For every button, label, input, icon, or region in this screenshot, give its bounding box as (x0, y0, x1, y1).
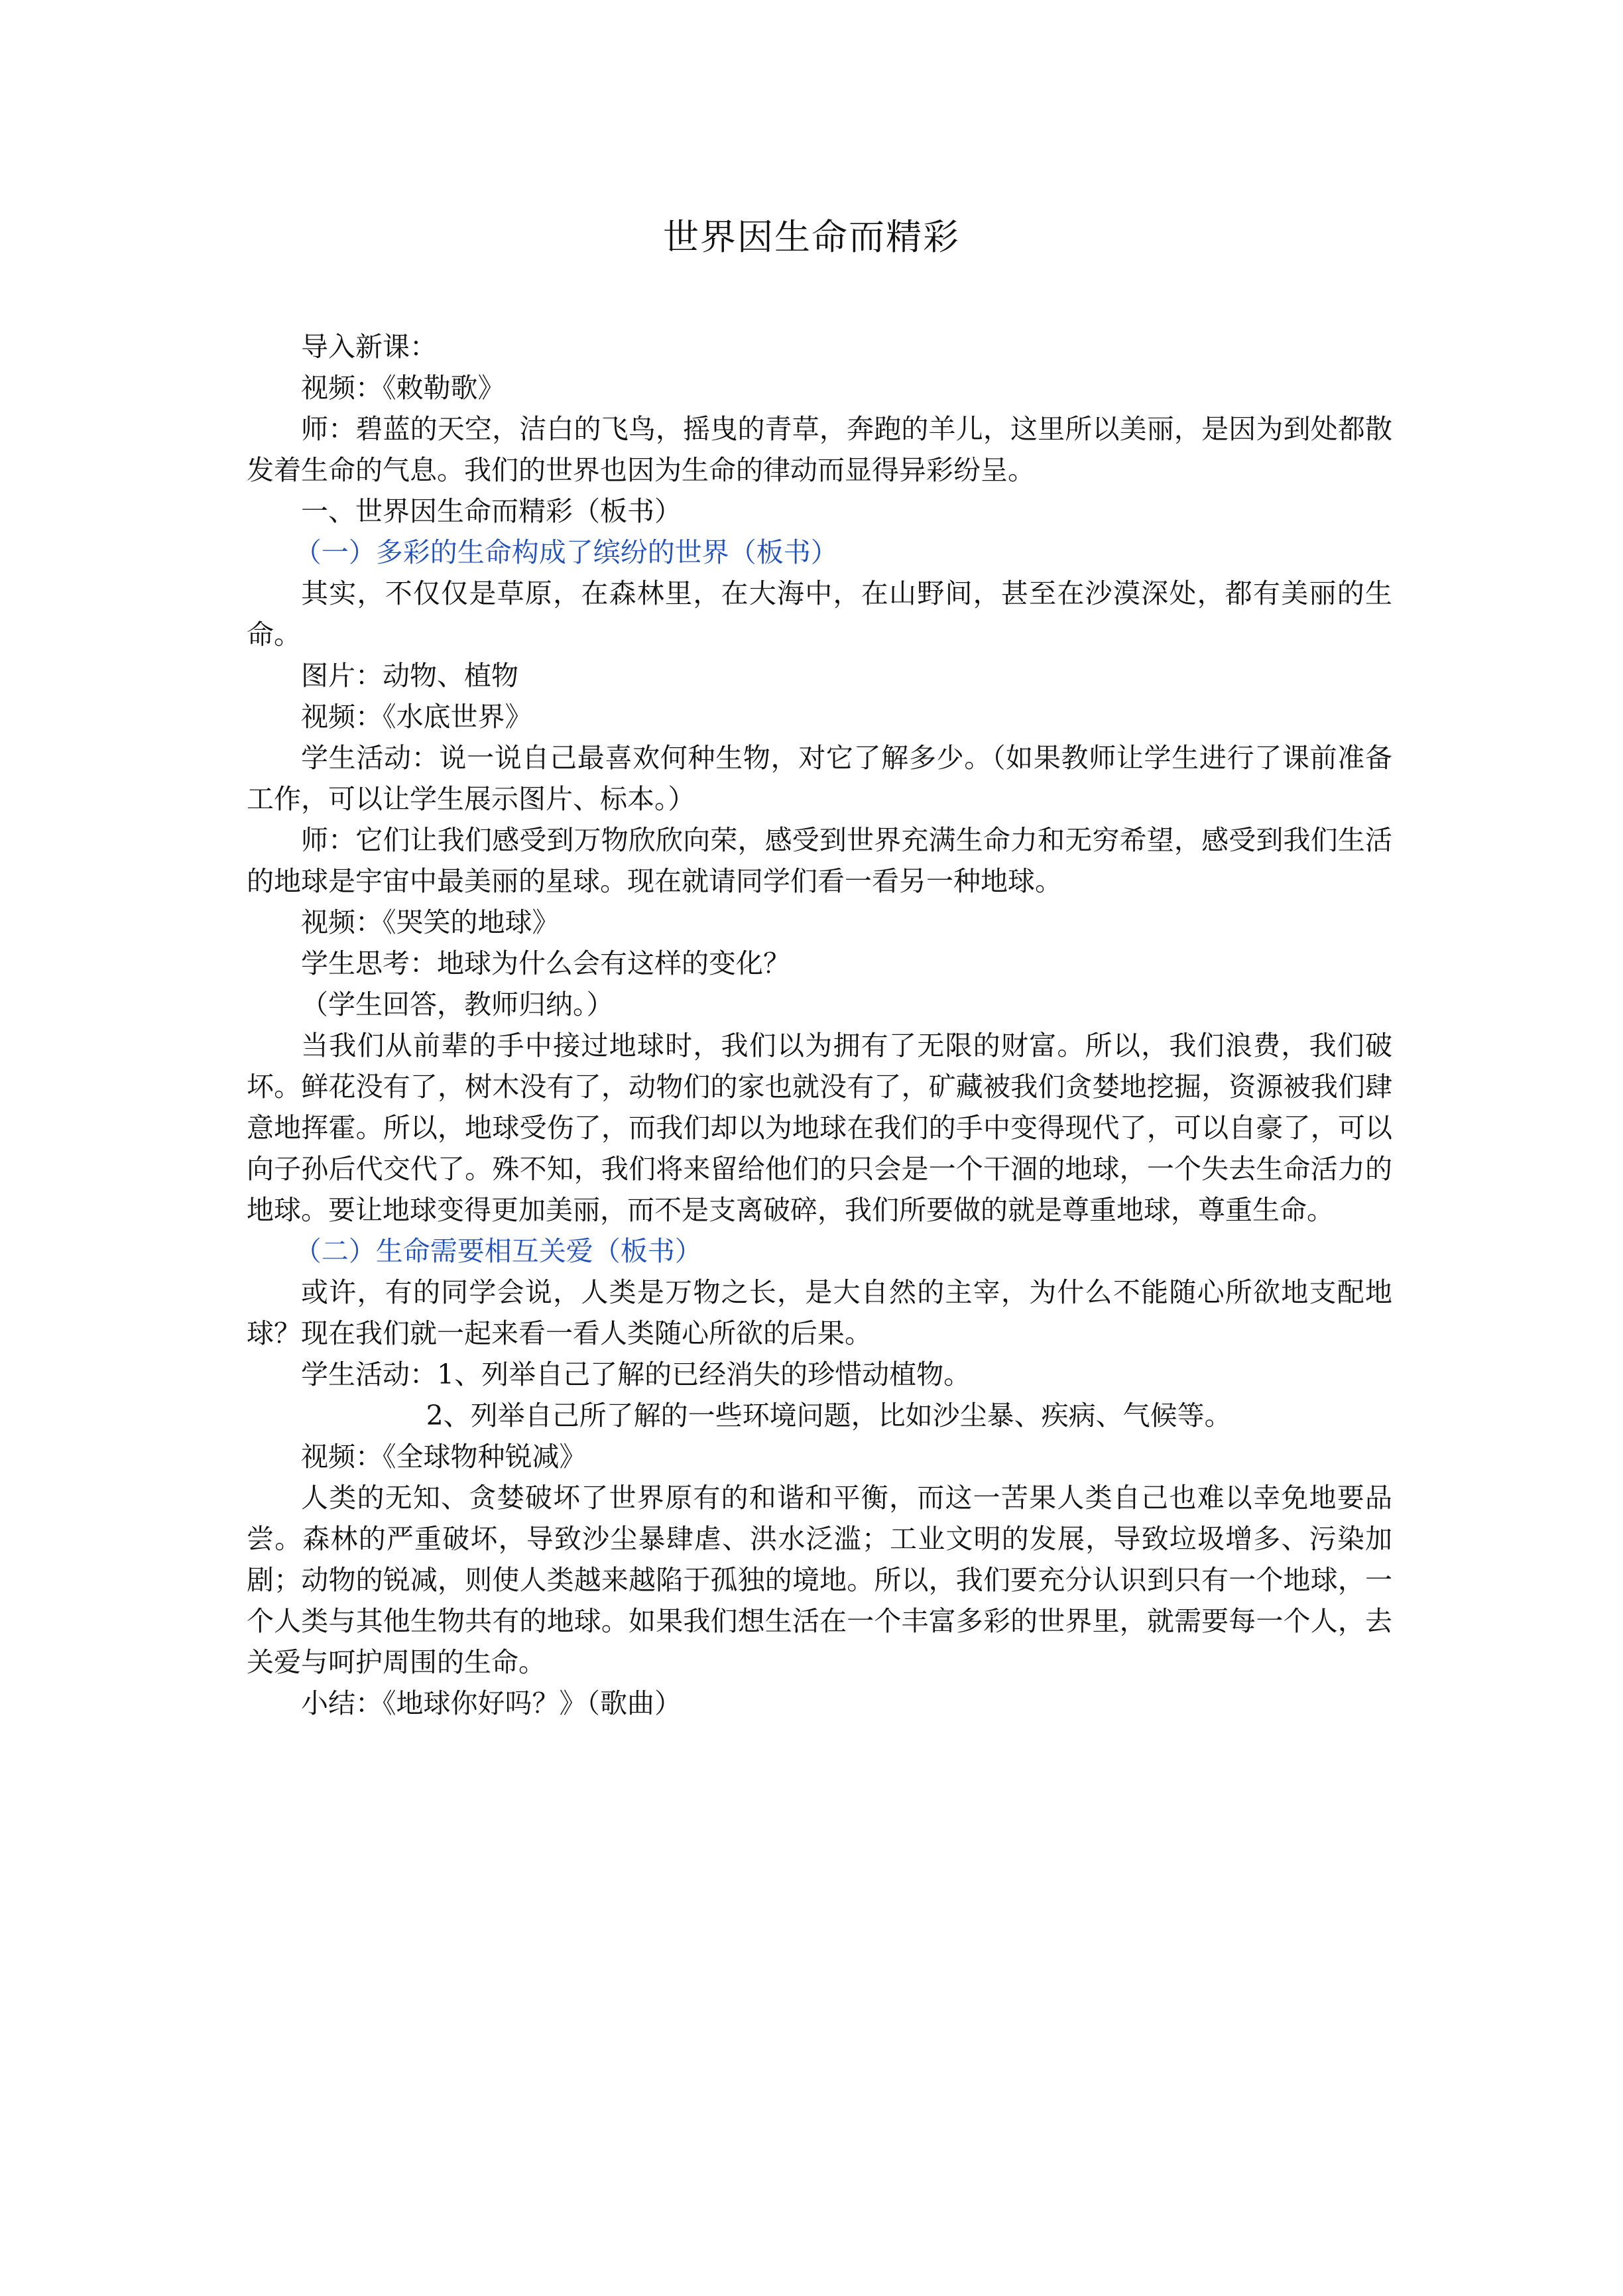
body-paragraph: 其实，不仅仅是草原，在森林里，在大海中，在山野间，甚至在沙漠深处，都有美丽的生命。 (247, 577, 1392, 650)
student-activity: 学生活动：说一说自己最喜欢何种生物，对它了解多少。（如果教师让学生进行了课前准备工作，可以让学生展示图片、标本。） (247, 742, 1392, 815)
document-title: 世界因生命而精彩 (663, 216, 960, 258)
video-label: 视频：《全球物种锐减》 (301, 1441, 587, 1473)
teacher-paragraph: 师：碧蓝的天空，洁白的飞鸟，摇曳的青草，奔跑的羊儿，这里所以美丽，是因为到处都散发着生命的气息。我们的世界也因为生命的律动而显得异彩纷呈。 (247, 413, 1392, 486)
image-label: 图片：动物、植物 (301, 660, 518, 692)
body-paragraph: 人类的无知、贪婪破坏了世界原有的和谐和平衡，而这一苦果人类自己也难以幸免地要品尝。森林的严重破坏，导致沙尘暴肆虐、洪水泛滥；工业文明的发展，导致垃圾增多、污染加剧；动物的锐减，则使人类越来越陷于孤独的境地。所以，我们要充分认识到只有一个地球，一个人类与其他生物共有的地球。如果我们想生活在一个丰富多彩的世界里，就需要每一个人，去关爱与呵护周围的生命。 (247, 1482, 1392, 1678)
body-paragraph: （学生回答，教师归纳。） (301, 989, 614, 1020)
intro-heading: 导入新课： (301, 331, 437, 363)
video-label: 视频：《哭笑的地球》 (301, 906, 560, 938)
body-paragraph: 当我们从前辈的手中接过地球时，我们以为拥有了无限的财富。所以，我们浪费，我们破坏。鲜花没有了，树木没有了，动物们的家也就没有了，矿藏被我们贪婪地挖掘，资源被我们肆意地挥霍。所以，地球受伤了，而我们却以为地球在我们的手中变得现代了，可以自豪了，可以向子孙后代交代了。殊不知，我们将来留给他们的只会是一个干涸的地球，一个失去生命活力的地球。要让地球变得更加美丽，而不是支离破碎，我们所要做的就是尊重地球，尊重生命。 (247, 1030, 1392, 1226)
subsection-heading: （一）多彩的生命构成了缤纷的世界（板书） (294, 536, 838, 568)
summary-line: 小结：《地球你好吗？》（歌曲） (301, 1687, 682, 1719)
student-thinking: 学生思考：地球为什么会有这样的变化？ (301, 947, 790, 979)
activity-list-item: 2、列举自己所了解的一些环境问题，比如沙尘暴、疾病、气候等。 (426, 1400, 1232, 1431)
section-heading: 一、世界因生命而精彩（板书） (301, 495, 682, 527)
subsection-heading: （二）生命需要相互关爱（板书） (294, 1235, 702, 1267)
body-paragraph: 或许，有的同学会说，人类是万物之长，是大自然的主宰，为什么不能随心所欲地支配地球？现在我们就一起来看一看人类随心所欲的后果。 (247, 1276, 1392, 1349)
document-body (247, 326, 1392, 1724)
teacher-paragraph: 师：它们让我们感受到万物欣欣向荣，感受到世界充满生命力和无穷希望，感受到我们生活的地球是宇宙中最美丽的星球。现在就请同学们看一看另一种地球。 (247, 824, 1392, 897)
video-label: 视频：《敕勒歌》 (301, 372, 505, 404)
student-activity: 学生活动：1、列举自己了解的已经消失的珍惜动植物。 (301, 1359, 971, 1390)
video-label: 视频：《水底世界》 (301, 701, 532, 733)
